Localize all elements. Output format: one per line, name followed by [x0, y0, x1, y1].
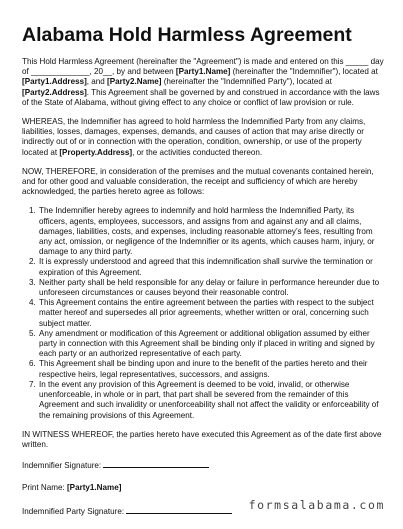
indemnified-signature-label: Indemnified Party Signature:	[22, 507, 125, 517]
whereas-text-2: , or the activities conducted thereon.	[132, 147, 263, 157]
clause-item: 4. This Agreement contains the entire agreement between the parties with respect to the subject matter hereof and supersedes all prior agreements, whether written or oral, concerning such subject matter.	[38, 298, 384, 329]
party1-name-placeholder: [Party1.Name]	[175, 67, 231, 77]
clause-item: 6. This Agreement shall be binding upon and inure to the benefit of the parties hereto and their respective heirs, legal representatives, successors, and assigns.	[38, 359, 384, 379]
intro-text-1: This Hold Harmless Agreement (hereinafter the "Agreement") is made and entered on this _____ day of _____________, 20__, by and between	[22, 57, 384, 77]
now-therefore-paragraph: NOW, THEREFORE, in consideration of the premises and the mutual covenants contained herein, and for other good and valuable consideration, the receipt and sufficiency of which are hereby acknowledged, the parties hereto agree as follows:	[22, 166, 374, 197]
agreement-page	[22, 24, 384, 529]
indemnifier-signature-label: Indemnifier Signature:	[22, 461, 102, 471]
print-name-row	[22, 483, 384, 493]
clause-item: 7. In the event any provision of this Agreement is deemed to be void, invalid, or otherwise unenforceable, in whole or in part, that part shall be severed from the remainder of this Agreement and such invalidity or unenforceability shall not affect the validity or enforceability of the remaining provisions of this Agreement.	[38, 380, 384, 421]
intro-text-4: (hereinafter the "Indemnified Party"), located at	[161, 77, 332, 87]
clause-item: 3. Neither party shall be held responsible for any delay or failure in performance hereunder due to unforeseen circumstances or causes beyond their reasonable control.	[38, 278, 384, 298]
clause-item: 5. Any amendment or modification of this Agreement or additional obligation assumed by either party in connection with this Agreement shall be binding only if placed in writing and signed by each party or an authorized representative of each party.	[38, 329, 384, 360]
intro-text-5: . This Agreement shall be governed by and construed in accordance with the laws of the State of Alabama, without giving effect to any choice or conflict of law provision or rule.	[22, 87, 380, 107]
document-title: Alabama Hold Harmless Agreement	[22, 24, 352, 46]
witness-paragraph: IN WITNESS WHEREOF, the parties hereto have executed this Agreement as of the date first above written.	[22, 429, 382, 449]
intro-text-3: , and	[86, 77, 108, 87]
intro-text-2: (hereinafter the "Indemnifier"), located at	[230, 67, 378, 77]
indemnified-signature-line[interactable]	[126, 505, 232, 514]
clause-item: 2. It is expressly understood and agreed that this indemnification shall survive the termination or expiration of this Agreement.	[38, 257, 384, 277]
party2-address-placeholder: [Party2.Address]	[22, 87, 87, 97]
site-watermark: formsalabama.com	[248, 498, 385, 512]
print-name-placeholder: [Party1.Name]	[66, 483, 122, 493]
print-name-label: Print Name:	[22, 483, 65, 493]
clause-item: 1. The Indemnifier hereby agrees to indemnify and hold harmless the Indemnified Party, its officers, agents, employees, successors, and assigns from and against any and all claims, damages, liabilities, costs, and expenses, including reasonable attorney’s fees, resulting from any act, omission, or negligence of the Indemnifier or its agents, which causes harm, injury, or damage to any third party.	[38, 206, 384, 257]
whereas-paragraph	[22, 117, 384, 158]
clause-list	[22, 206, 384, 420]
party2-name-placeholder: [Party2.Name]	[107, 77, 162, 87]
party1-address-placeholder: [Party1.Address]	[22, 77, 87, 87]
property-address-placeholder: [Property.Address]	[59, 147, 133, 157]
indemnifier-signature-row	[22, 459, 384, 471]
whereas-text-1: WHEREAS, the Indemnifier has agreed to hold harmless the Indemnified Party from any claims, liabilities, losses, damages, expenses, demands, and causes of action that may arise directly or indirectly out of or in connection with the operation, condition, ownership, or use of the property located at	[22, 117, 366, 157]
indemnifier-signature-line[interactable]	[103, 459, 209, 468]
intro-paragraph	[22, 57, 384, 108]
